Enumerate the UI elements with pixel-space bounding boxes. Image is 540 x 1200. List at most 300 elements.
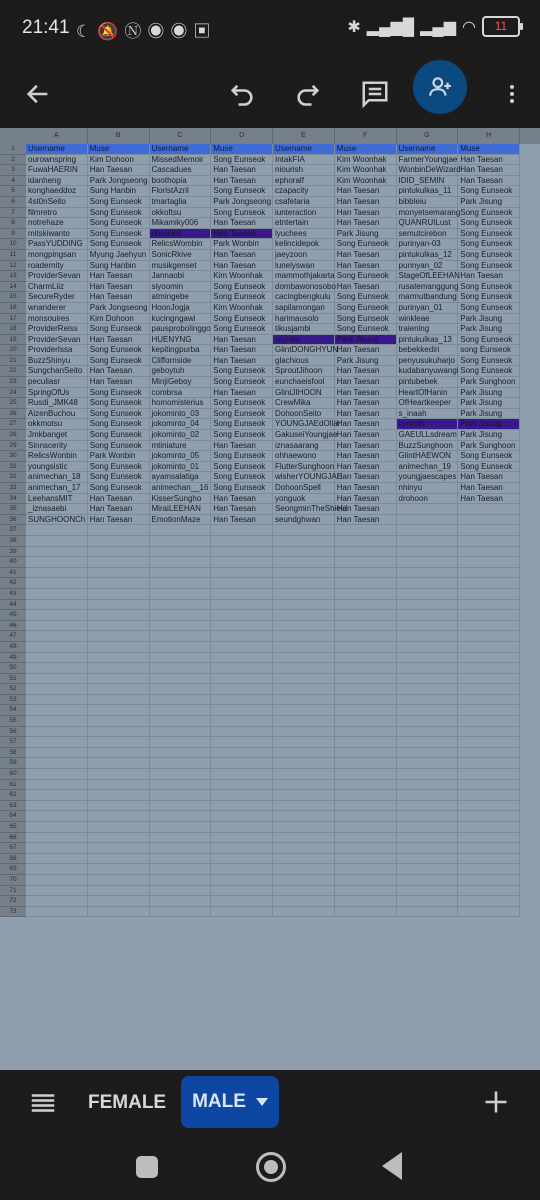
row-number[interactable]: 68 xyxy=(0,854,26,865)
row-number[interactable]: 32 xyxy=(0,472,26,483)
cell[interactable] xyxy=(335,674,397,685)
cell[interactable]: Han Taesan xyxy=(335,483,397,494)
cell[interactable] xyxy=(150,716,212,727)
cell[interactable] xyxy=(88,811,150,822)
cell[interactable] xyxy=(150,843,212,854)
cell[interactable]: Song Eunseok xyxy=(211,409,273,420)
cell-grid[interactable] xyxy=(0,144,540,917)
cell[interactable] xyxy=(273,705,335,716)
cell[interactable] xyxy=(26,716,88,727)
cell[interactable] xyxy=(458,600,520,611)
row-number[interactable]: 16 xyxy=(0,303,26,314)
cell[interactable]: HUENYNG xyxy=(150,335,212,346)
cell[interactable]: Han Taesan xyxy=(211,229,273,240)
row-number[interactable]: 55 xyxy=(0,716,26,727)
row-number[interactable]: 12 xyxy=(0,261,26,272)
cell[interactable]: eunchaeisfool xyxy=(273,377,335,388)
cell[interactable]: SeongminTheShield xyxy=(275,504,348,514)
cell[interactable] xyxy=(397,811,459,822)
cell[interactable] xyxy=(26,631,88,642)
cell[interactable] xyxy=(211,843,273,854)
cell[interactable]: Han Taesan xyxy=(335,186,397,197)
cell[interactable] xyxy=(335,695,397,706)
cell[interactable]: Park Jisung xyxy=(335,335,397,346)
cell[interactable]: traiening xyxy=(397,324,459,335)
cell[interactable]: Han Taesan xyxy=(88,335,150,346)
cell[interactable]: Han Taesan xyxy=(211,261,273,272)
cell[interactable] xyxy=(88,536,150,547)
cell[interactable]: Song Eunseok xyxy=(335,292,397,303)
cell[interactable] xyxy=(397,684,459,695)
cell[interactable]: Song Eunseok xyxy=(88,441,150,452)
cell[interactable]: Han Taesan xyxy=(335,462,397,473)
row-number[interactable]: 26 xyxy=(0,409,26,420)
cell[interactable]: LeehansMIT xyxy=(26,494,88,505)
cell[interactable]: Han Taesan xyxy=(211,356,273,367)
cell[interactable]: pintukulkas_12 xyxy=(397,250,459,261)
cell[interactable]: Han Taesan xyxy=(88,282,150,293)
cell[interactable] xyxy=(26,642,88,653)
cell[interactable]: Username xyxy=(273,144,335,155)
cell[interactable]: doracles xyxy=(150,229,212,240)
cell[interactable] xyxy=(211,621,273,632)
cell[interactable]: notrehaze xyxy=(26,218,88,229)
cell[interactable] xyxy=(397,610,459,621)
cell[interactable] xyxy=(26,843,88,854)
cell[interactable]: ProviderIssa xyxy=(26,345,88,356)
cell[interactable]: boothopia xyxy=(150,176,212,187)
cell[interactable] xyxy=(335,568,397,579)
cell[interactable] xyxy=(397,780,459,791)
cell[interactable]: Han Taesan xyxy=(335,282,397,293)
cell[interactable] xyxy=(150,663,212,674)
cell[interactable]: YOUNGJAEdOllar xyxy=(275,419,341,429)
cell[interactable]: Muse xyxy=(335,144,397,155)
cell[interactable]: Han Taesan xyxy=(458,271,520,282)
cell[interactable] xyxy=(88,695,150,706)
cell[interactable]: RelicsWombin xyxy=(150,239,212,250)
cell[interactable] xyxy=(273,801,335,812)
cell[interactable] xyxy=(88,684,150,695)
cell[interactable] xyxy=(88,621,150,632)
cell[interactable] xyxy=(88,557,150,568)
cell[interactable]: GlintJIHOON xyxy=(273,388,335,399)
row-number[interactable]: 29 xyxy=(0,441,26,452)
cell[interactable] xyxy=(273,780,335,791)
cell[interactable] xyxy=(458,621,520,632)
cell[interactable] xyxy=(397,705,459,716)
cell[interactable] xyxy=(397,907,459,918)
cell[interactable] xyxy=(211,886,273,897)
cell[interactable]: Park Jisung xyxy=(335,356,397,367)
column-header[interactable]: E xyxy=(273,128,335,144)
cell[interactable] xyxy=(458,705,520,716)
cell[interactable]: Han Taesan xyxy=(88,504,150,515)
cell[interactable] xyxy=(335,833,397,844)
cell[interactable] xyxy=(458,589,520,600)
cell[interactable]: Han Taesan xyxy=(335,494,397,505)
cell[interactable] xyxy=(335,642,397,653)
cell[interactable]: Han Taesan xyxy=(211,345,273,356)
cell[interactable]: czapacity xyxy=(273,186,335,197)
cell[interactable] xyxy=(26,748,88,759)
cell[interactable] xyxy=(211,907,273,918)
row-number[interactable]: 23 xyxy=(0,377,26,388)
row-number[interactable]: 10 xyxy=(0,239,26,250)
cell[interactable] xyxy=(458,716,520,727)
cell[interactable]: Song Eunseok xyxy=(458,451,520,462)
cell[interactable] xyxy=(211,557,273,568)
cell[interactable] xyxy=(458,886,520,897)
cell[interactable] xyxy=(458,674,520,685)
cell[interactable] xyxy=(397,525,459,536)
cell[interactable] xyxy=(397,748,459,759)
cell[interactable]: FuwaHAERIN xyxy=(26,165,88,176)
cell[interactable] xyxy=(458,525,520,536)
cell[interactable]: Park Jongseong xyxy=(89,175,148,185)
cell[interactable]: Han Taesan xyxy=(88,366,150,377)
cell[interactable] xyxy=(211,769,273,780)
row-number[interactable]: 7 xyxy=(0,208,26,219)
cell[interactable]: Han Taesan xyxy=(211,515,273,526)
cell[interactable]: Han Taesan xyxy=(88,165,150,176)
cell[interactable] xyxy=(335,600,397,611)
cell[interactable] xyxy=(26,578,88,589)
row-number[interactable]: 60 xyxy=(0,769,26,780)
cell[interactable]: Song Eunseok xyxy=(88,218,150,229)
row-number[interactable]: 52 xyxy=(0,684,26,695)
cell[interactable] xyxy=(397,758,459,769)
cell[interactable] xyxy=(273,525,335,536)
cell[interactable]: Song Eunseok xyxy=(211,430,273,441)
cell[interactable] xyxy=(211,705,273,716)
cell[interactable] xyxy=(211,790,273,801)
cell[interactable] xyxy=(150,610,212,621)
cell[interactable] xyxy=(397,727,459,738)
cell[interactable]: BuzzSunghoon xyxy=(397,441,459,452)
row-number[interactable]: 56 xyxy=(0,727,26,738)
row-number[interactable]: 31 xyxy=(0,462,26,473)
cell[interactable] xyxy=(88,854,150,865)
cell[interactable]: SpringOfUs xyxy=(26,388,88,399)
cell[interactable] xyxy=(335,547,397,558)
cell[interactable] xyxy=(150,568,212,579)
tab-male[interactable] xyxy=(181,1076,279,1128)
column-header[interactable]: F xyxy=(335,128,397,144)
cell[interactable]: 4st0nSeito xyxy=(26,197,88,208)
cell[interactable] xyxy=(211,663,273,674)
cell[interactable]: mtiniature xyxy=(150,441,212,452)
cell[interactable]: Han Taesan xyxy=(211,165,273,176)
cell[interactable]: Myung Jaehyun xyxy=(88,250,150,261)
recents-button[interactable] xyxy=(136,1156,158,1178)
cell[interactable] xyxy=(150,557,212,568)
row-number[interactable]: 64 xyxy=(0,811,26,822)
cell[interactable]: Park Jisung xyxy=(335,229,397,240)
cell[interactable]: HoonJogja xyxy=(150,303,212,314)
cell[interactable] xyxy=(335,737,397,748)
cell[interactable] xyxy=(273,610,335,621)
cell[interactable] xyxy=(273,875,335,886)
cell[interactable]: Song Eunseok xyxy=(458,335,520,346)
cell[interactable]: Song Eunseok xyxy=(335,239,397,250)
cell[interactable] xyxy=(273,716,335,727)
cell[interactable] xyxy=(150,653,212,664)
cell[interactable]: filmretro xyxy=(26,208,88,219)
row-number[interactable]: 65 xyxy=(0,822,26,833)
cell[interactable] xyxy=(88,589,150,600)
cell[interactable]: ephoralf xyxy=(273,176,335,187)
row-number[interactable]: 30 xyxy=(0,451,26,462)
cell[interactable]: cityrdin xyxy=(273,335,335,346)
cell[interactable] xyxy=(88,780,150,791)
cell[interactable] xyxy=(150,875,212,886)
cell[interactable]: song Eunseok xyxy=(458,345,520,356)
cell[interactable] xyxy=(150,769,212,780)
cell[interactable]: animechan_17 xyxy=(26,483,88,494)
cell[interactable] xyxy=(397,642,459,653)
cell[interactable] xyxy=(150,790,212,801)
cell[interactable]: Han Taesan xyxy=(211,218,273,229)
cell[interactable]: Username xyxy=(26,144,88,155)
cell[interactable]: Song Eunseok xyxy=(88,388,150,399)
cell[interactable] xyxy=(335,864,397,875)
cell[interactable]: Song Eunseok xyxy=(211,282,273,293)
cell[interactable]: Han Taesan xyxy=(335,398,397,409)
cell[interactable] xyxy=(26,864,88,875)
cell[interactable] xyxy=(26,907,88,918)
cell[interactable]: Han Taesan xyxy=(211,441,273,452)
cell[interactable] xyxy=(458,833,520,844)
cell[interactable]: Han Taesan xyxy=(335,208,397,219)
cell[interactable] xyxy=(273,589,335,600)
cell[interactable]: geboytuh xyxy=(150,366,212,377)
cell[interactable] xyxy=(26,663,88,674)
cell[interactable]: mitskiwanto xyxy=(26,229,88,240)
row-number[interactable]: 34 xyxy=(0,494,26,505)
cell[interactable] xyxy=(335,896,397,907)
row-number[interactable]: 72 xyxy=(0,896,26,907)
cell[interactable] xyxy=(273,854,335,865)
cell[interactable] xyxy=(211,737,273,748)
cell[interactable]: Han Taesan xyxy=(335,377,397,388)
cell[interactable] xyxy=(335,822,397,833)
cell[interactable] xyxy=(273,631,335,642)
cell[interactable] xyxy=(26,811,88,822)
row-number[interactable]: 70 xyxy=(0,875,26,886)
cell[interactable]: StageOfLEEHAN xyxy=(398,271,460,281)
cell[interactable] xyxy=(88,737,150,748)
cell[interactable]: Song Eunseok xyxy=(458,208,520,219)
cell[interactable]: monsouires xyxy=(26,314,88,325)
cell[interactable]: jokominto_05 xyxy=(150,451,212,462)
cell[interactable]: OfHeartkeeper xyxy=(397,398,459,409)
cell[interactable] xyxy=(335,705,397,716)
cell[interactable] xyxy=(458,896,520,907)
cell[interactable]: Song Eunseok xyxy=(88,409,150,420)
cell[interactable]: Song Eunseok xyxy=(88,398,150,409)
cell[interactable]: marmutbandung xyxy=(398,292,457,302)
cell[interactable] xyxy=(88,653,150,664)
cell[interactable]: Han Taesan xyxy=(335,197,397,208)
cell[interactable] xyxy=(26,695,88,706)
cell[interactable]: okkoftsu xyxy=(150,208,212,219)
cell[interactable] xyxy=(26,833,88,844)
cell[interactable]: animechan_19 xyxy=(397,462,459,473)
cell[interactable]: Han Taesan xyxy=(211,250,273,261)
cell[interactable] xyxy=(211,547,273,558)
cell[interactable] xyxy=(397,854,459,865)
cell[interactable]: lyuchees xyxy=(273,229,335,240)
cell[interactable] xyxy=(211,780,273,791)
cell[interactable]: animechan__16 xyxy=(150,483,212,494)
undo-button[interactable] xyxy=(216,68,268,120)
cell[interactable] xyxy=(397,843,459,854)
cell[interactable] xyxy=(150,864,212,875)
cell[interactable] xyxy=(211,653,273,664)
cell[interactable]: CharmLiiz xyxy=(26,282,88,293)
cell[interactable] xyxy=(397,833,459,844)
cell[interactable] xyxy=(273,907,335,918)
cell[interactable] xyxy=(150,642,212,653)
cell[interactable]: Han Taesan xyxy=(335,419,397,430)
cell[interactable] xyxy=(458,907,520,918)
cell[interactable] xyxy=(335,610,397,621)
cell[interactable] xyxy=(150,780,212,791)
cell[interactable] xyxy=(458,758,520,769)
row-number[interactable]: 73 xyxy=(0,907,26,918)
cell[interactable] xyxy=(273,621,335,632)
cell[interactable]: Song Eunseok xyxy=(458,356,520,367)
cell[interactable]: pintubebek xyxy=(397,377,459,388)
cell[interactable] xyxy=(150,854,212,865)
row-number[interactable]: 38 xyxy=(0,536,26,547)
cell[interactable] xyxy=(273,578,335,589)
cell[interactable] xyxy=(88,769,150,780)
row-number[interactable]: 46 xyxy=(0,621,26,632)
cell[interactable] xyxy=(397,896,459,907)
cell[interactable]: GlintDONGHYUN xyxy=(275,345,339,355)
column-header[interactable]: H xyxy=(458,128,520,144)
cell[interactable] xyxy=(26,621,88,632)
cell[interactable]: kelincidepok xyxy=(273,239,335,250)
cell[interactable]: Han Taesan xyxy=(458,472,520,483)
cell[interactable] xyxy=(150,737,212,748)
cell[interactable]: Song Eunseok xyxy=(211,483,273,494)
cell[interactable]: Park Jisung xyxy=(458,197,520,208)
cell[interactable] xyxy=(273,737,335,748)
redo-button[interactable] xyxy=(282,68,334,120)
cell[interactable]: Kim Woonhak xyxy=(211,303,273,314)
cell[interactable] xyxy=(397,631,459,642)
cell[interactable] xyxy=(88,822,150,833)
tab-female[interactable]: FEMALE xyxy=(88,1092,167,1113)
cell[interactable]: Han Taesan xyxy=(458,494,520,505)
row-number[interactable]: 9 xyxy=(0,229,26,240)
cell[interactable] xyxy=(335,536,397,547)
cell[interactable]: Song Eunseok xyxy=(211,324,273,335)
cell[interactable]: Song Eunseok xyxy=(335,303,397,314)
cell[interactable]: Song Eunseok xyxy=(458,303,520,314)
cell[interactable]: RelicsWonbin xyxy=(26,451,88,462)
cell[interactable] xyxy=(335,811,397,822)
cell[interactable]: Han Taesan xyxy=(88,515,150,526)
cell[interactable]: Song Eunseok xyxy=(458,462,520,473)
cell[interactable] xyxy=(26,589,88,600)
row-number[interactable]: 58 xyxy=(0,748,26,759)
cell[interactable]: Song Eunseok xyxy=(211,398,273,409)
cell[interactable]: Song Eunseok xyxy=(211,314,273,325)
cell[interactable] xyxy=(397,716,459,727)
cell[interactable] xyxy=(88,875,150,886)
cell[interactable]: peculiasr xyxy=(26,377,88,388)
cell[interactable]: Han Taesan xyxy=(335,366,397,377)
row-number[interactable]: 43 xyxy=(0,589,26,600)
cell[interactable] xyxy=(150,621,212,632)
cell[interactable]: kucingngawi xyxy=(150,314,212,325)
cell[interactable]: winkleae xyxy=(397,314,459,325)
cell[interactable] xyxy=(26,758,88,769)
cell[interactable] xyxy=(26,896,88,907)
row-number[interactable]: 45 xyxy=(0,610,26,621)
cell[interactable]: IntakFIA xyxy=(273,155,335,166)
cell[interactable] xyxy=(150,600,212,611)
row-number[interactable]: 41 xyxy=(0,568,26,579)
row-number[interactable]: 4 xyxy=(0,176,26,187)
cell[interactable] xyxy=(335,886,397,897)
cell[interactable] xyxy=(335,684,397,695)
cell[interactable] xyxy=(211,695,273,706)
cell[interactable] xyxy=(458,568,520,579)
cell[interactable] xyxy=(397,886,459,897)
cell[interactable]: Song Eunseok xyxy=(88,324,150,335)
cell[interactable]: Song Eunseok xyxy=(88,472,150,483)
row-number[interactable]: 49 xyxy=(0,653,26,664)
cell[interactable] xyxy=(397,578,459,589)
cell[interactable] xyxy=(26,525,88,536)
cell[interactable]: Kim Woonhak xyxy=(335,176,397,187)
row-number[interactable]: 42 xyxy=(0,578,26,589)
cell[interactable] xyxy=(458,547,520,558)
cell[interactable] xyxy=(273,695,335,706)
cell[interactable]: Song Eunseok xyxy=(88,483,150,494)
cell[interactable]: Park Jisung xyxy=(458,388,520,399)
cell[interactable] xyxy=(458,515,520,526)
cell[interactable]: Song Eunseok xyxy=(88,345,150,356)
cell[interactable] xyxy=(273,886,335,897)
cell[interactable]: Jannaobi xyxy=(150,271,212,282)
cell[interactable] xyxy=(335,589,397,600)
cell[interactable] xyxy=(458,811,520,822)
cell[interactable] xyxy=(26,790,88,801)
cell[interactable] xyxy=(273,758,335,769)
cell[interactable]: Han Taesan xyxy=(458,483,520,494)
cell[interactable] xyxy=(335,769,397,780)
cell[interactable]: Han Taesan xyxy=(458,176,520,187)
cell[interactable] xyxy=(150,589,212,600)
cell[interactable] xyxy=(211,758,273,769)
row-number[interactable]: 33 xyxy=(0,483,26,494)
cell[interactable]: Han Taesan xyxy=(211,494,273,505)
cell[interactable] xyxy=(335,907,397,918)
cell[interactable]: Username xyxy=(397,144,459,155)
cell[interactable] xyxy=(458,642,520,653)
row-number[interactable]: 28 xyxy=(0,430,26,441)
row-number[interactable]: 44 xyxy=(0,600,26,611)
row-number[interactable]: 36 xyxy=(0,515,26,526)
row-number[interactable]: 53 xyxy=(0,695,26,706)
row-number[interactable]: 47 xyxy=(0,631,26,642)
